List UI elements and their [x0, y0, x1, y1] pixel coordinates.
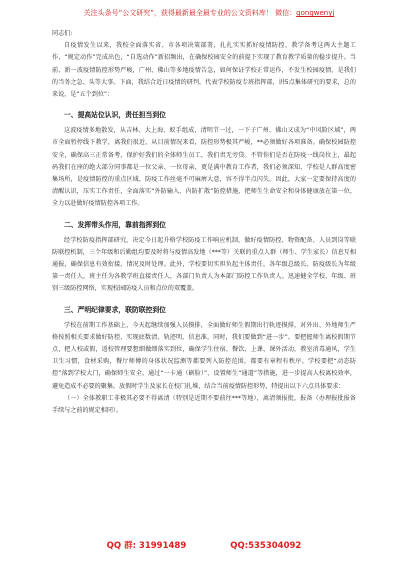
section-2-paragraph: 经学校防疫指挥部研究，决定今日起升格学校防疫工作响应机制，做好疫情防控、物资配备、人员到岗等联防联控机制，三个年级和后勤组均要及时将与疫情高发地（***等）关联的重点人群（师生、学生家长）信息互相通报，确保信息有效衔接、情况及时处理。此外，学校要切实担负起主体责任，各年级总级长、防疫级长为年级第一责任人，班主任为各教学班直接责任人，各部门负责人为本部门防控工作负责人。迅速健全学校、年级、班别三级防控网络，实现校园防疫人员和点位的双覆盖。 [52, 236, 356, 293]
closing-paragraph: （一）全体教职工非极其必要不得离清（特别是近期不要前往***等地），离清须报批，报备（办理报批报备手续与之前的规定相同）。 [52, 394, 356, 415]
section-heading-1: 一、提高站位认识，责任担当到位 [64, 111, 166, 120]
section-heading-3: 三、严明纪律要求，联防联控到位 [64, 305, 166, 314]
section-3-paragraph: 学校在前期工作基础上，今天起继续加强人员摸排，全面做好师生假期出行轨迹摸排，对外出、外地师生严格按照相关要求做好防控，实现底数清、轨迹明，信息准。同时，我们要做到“进一步”。要把握师生离校假期节点，把人校或假，返校管理要想细做细落实到位，确保学生住宿、餐饮、上课、课外活动，教室消毒通风，学生卫生习惯，食材采购，餐厅师傅的身体状况监测等都要列入防控范围，都要有章程有秩序。学校要把“动态防控”落到学校大门，确保师生安全。通过“一卡通（刷脸）”、设置师生“通道”等措施，进一步提高人校离校效率，避免造成不必要的聚集。放假时学生及家长在校门扎堆，结合当前疫情防控形势，特提出以下六点具体要求： [52, 321, 356, 390]
document-body [52, 28, 356, 417]
section-1-paragraph: 这波疫情多地散发，从吉林、大上海、蚁手组成，清明节一过，一下子广州、佛山又成为“中风险区域”，两市全面暂停线下教学，离我们很近，从目前情况来看，防控形势极其严峻，**必须做好各项准备。确保校园防控安全，确保高三正常备考，保护好我们的全体师生员工，我们责无旁贷。不管你们是否在防疫一线岗位上，最起码我们在座的绝大部分同事都是一位父亲、一位母亲，更是满中教育工作者，我们必须深知，学校是人群高度密集场所，是疫情防控的重点区域，防疫工作丝毫不可麻痹大意，容不得半点闪失。因此，大家一定要保持高度的清醒认识，压实工作责任，全面落实“外防输入、内防扩散”防控措施，把师生生命安全和身体健康放在第一位，全力以赴做好疫情防控各项工作。 [52, 127, 356, 208]
wechat-link[interactable]: gongwenyj [296, 9, 335, 17]
section-heading-2: 二、发挥带头作用，靠前指挥到位 [64, 220, 166, 229]
qq-group: QQ 群: 31991489 [106, 541, 187, 551]
promo-banner [50, 8, 368, 18]
qq-number: QQ:535304092 [230, 541, 302, 551]
banner-text: 关注头条号“公文研究”，获得最新最全最专业的公文资料库！ 微信： [83, 9, 297, 17]
intro-paragraph: 自疫情发生以来，我校全面落实省、市各项决策部署，扎扎实实抓好疫情防控、教学备考这两大主题工作，“规定动作”完成出色，“自选动作”新招频出，在确保校园安全的前提下实现了教育教学质量的稳步提升。当前，新一波疫情防控形势严峻，广州、佛山等多地疫情告急，如何保证学校正常运作，不发生校园疫情，是我们的当务之急、头等大事。下面，我结合近日疫情的研判，代表学校防疫专班指挥部，讲5点集体研究的要求，总的来说，是“五个到位”： [52, 42, 356, 99]
salutation: 同志们: [52, 30, 73, 37]
contact-footer [0, 540, 408, 552]
